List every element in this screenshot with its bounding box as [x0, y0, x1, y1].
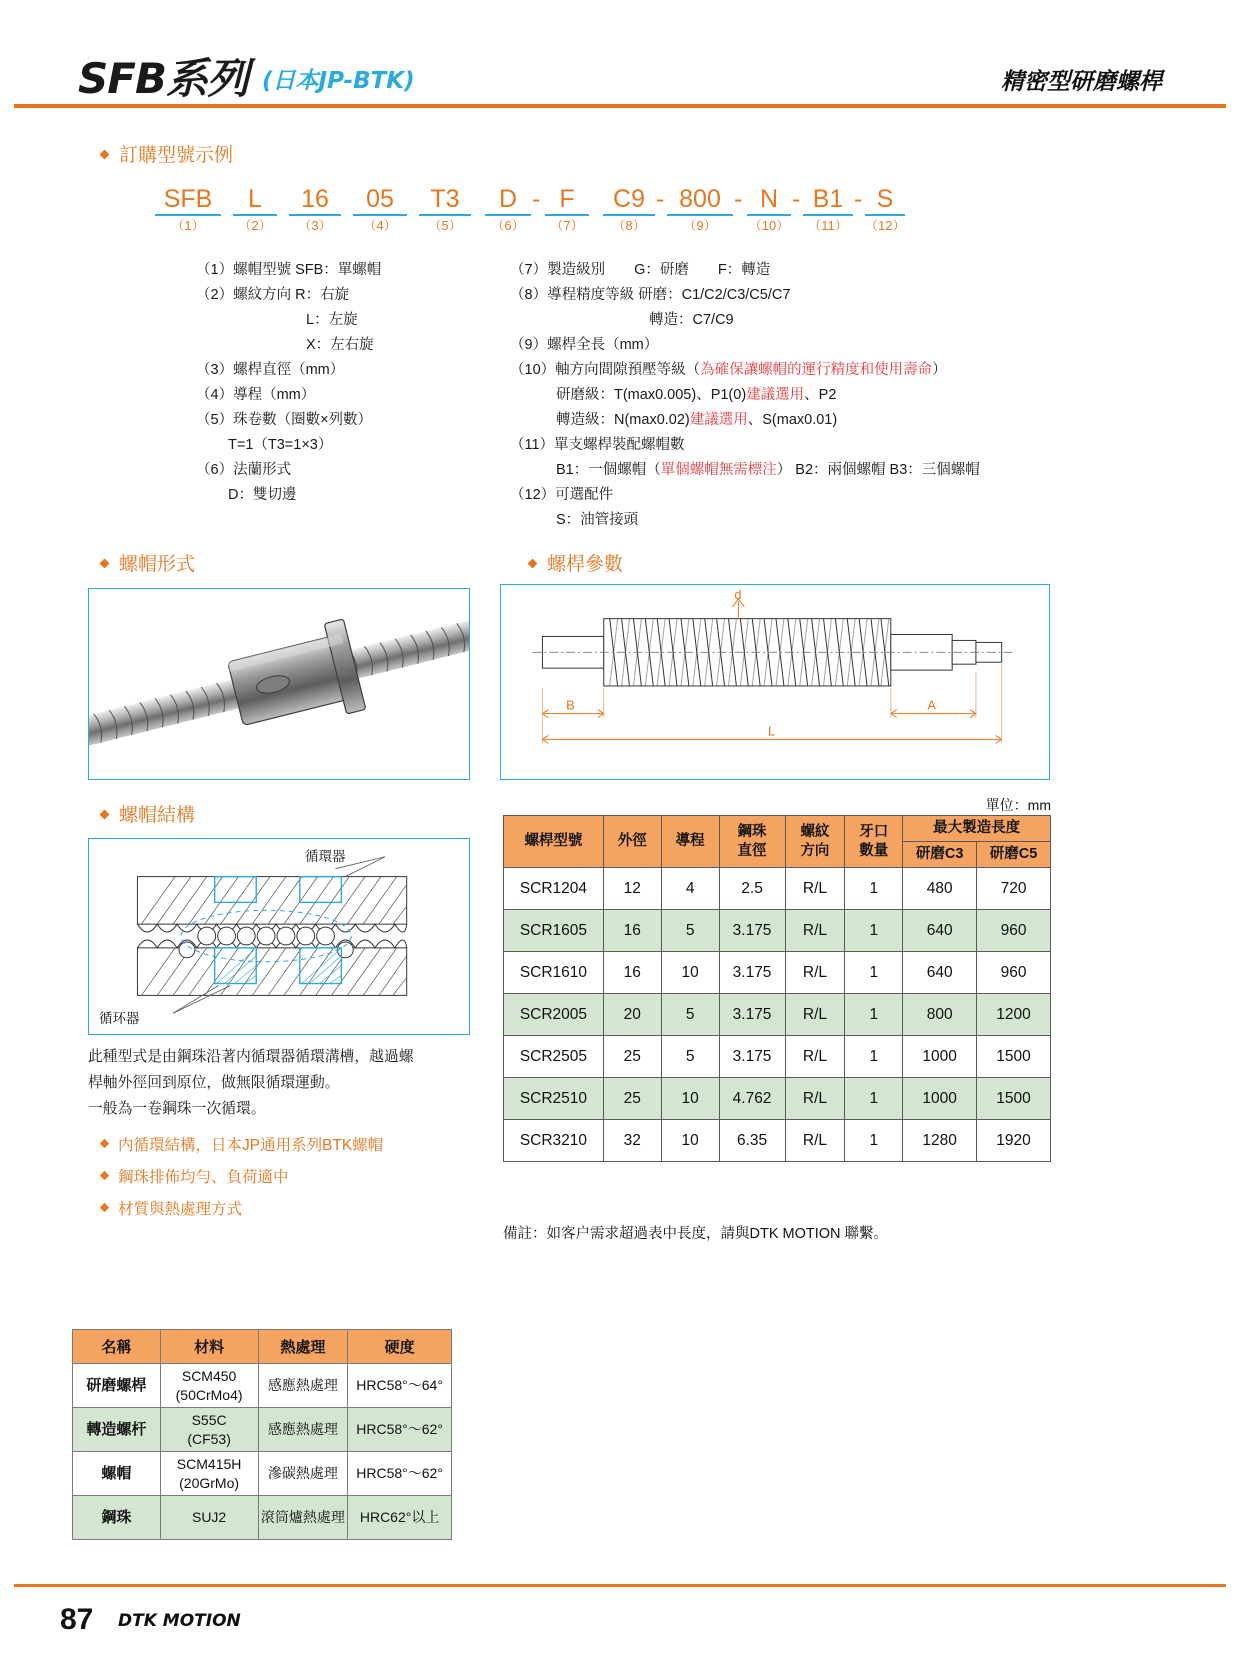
cell-max-length-c3: 640 [903, 952, 977, 994]
table-row [73, 1452, 452, 1496]
order-code-dash: - [792, 185, 801, 213]
table-row [504, 910, 1051, 952]
order-code-segment-9 [667, 185, 733, 236]
col-thread-dir: 螺紋 方向 [785, 816, 845, 868]
cell-model: SCR2005 [504, 994, 604, 1036]
cell-part-name: 研磨螺桿 [73, 1364, 161, 1408]
col-material: 材料 [160, 1330, 258, 1364]
cell-max-length-c5: 1200 [977, 994, 1051, 1036]
table-row [504, 952, 1051, 994]
spec-table-unit-label: 單位：mm [985, 797, 1051, 813]
table-row [73, 1364, 452, 1408]
diamond-bullet-icon [100, 810, 110, 820]
cell-outer-dia: 12 [603, 868, 661, 910]
order-code-value: T3 [430, 185, 460, 213]
screw-diagram-illustration [501, 585, 1049, 779]
cell-model: SCR2510 [504, 1078, 604, 1120]
diamond-bullet-icon [100, 559, 110, 569]
cell-max-length-c3: 1000 [903, 1036, 977, 1078]
order-code-value: SFB [163, 185, 213, 213]
col-max-length-group: 最大製造長度 [903, 816, 1051, 842]
spec-item: X：左右旋 [306, 337, 374, 353]
cell-max-length-c3: 1280 [903, 1120, 977, 1162]
order-code-dash: - [532, 185, 541, 213]
cell-outer-dia: 16 [603, 910, 661, 952]
cell-lead: 10 [661, 1078, 719, 1120]
cell-ball-dia: 3.175 [719, 994, 785, 1036]
cell-circuits: 1 [845, 910, 903, 952]
table-row [504, 1078, 1051, 1120]
order-code-index: （9） [683, 218, 717, 233]
col-max-length-c5: 研磨C5 [977, 842, 1051, 868]
cell-model: SCR1605 [504, 910, 604, 952]
structure-description-line: 此種型式是由鋼珠沿著内循環器循環溝槽，越過螺 [88, 1049, 414, 1065]
page-subtitle: (日本JP-BTK) [262, 68, 415, 94]
order-code-segment-8 [603, 185, 655, 236]
screw-dimension-diagram [500, 584, 1050, 780]
diamond-bullet-icon [100, 1203, 109, 1212]
brand-name: DTK MOTION [118, 1611, 241, 1631]
spec-item: 轉造：C7/C9 [649, 312, 734, 328]
cell-lead: 5 [661, 910, 719, 952]
col-circuits: 牙口 數量 [845, 816, 903, 868]
cell-max-length-c5: 720 [977, 868, 1051, 910]
order-code-index: （11） [808, 218, 848, 233]
nut-structure-diagram [88, 838, 470, 1035]
cell-ball-dia: 6.35 [719, 1120, 785, 1162]
section-heading-screw-params: 螺桿參數 [528, 549, 623, 576]
col-lead: 導程 [661, 816, 719, 868]
order-code-value: L [248, 185, 262, 213]
cell-hardness: HRC62°以上 [348, 1496, 452, 1540]
diamond-bullet-icon [528, 559, 538, 569]
header-right-label: 精密型研磨螺桿 [1001, 69, 1162, 95]
cell-part-name: 轉造螺杆 [73, 1408, 161, 1452]
diamond-bullet-icon [100, 1139, 109, 1148]
cell-material: SCM450 (50CrMo4) [160, 1364, 258, 1408]
spec-item: T=1（T3=1×3） [228, 437, 333, 453]
cell-circuits: 1 [845, 868, 903, 910]
order-code-segment-10 [747, 185, 791, 236]
structure-description [88, 1044, 488, 1122]
order-code-dash: - [854, 185, 863, 213]
col-hardness: 硬度 [348, 1330, 452, 1364]
cell-part-name: 鋼珠 [73, 1496, 161, 1540]
nut-photo-illustration [89, 589, 469, 779]
order-code-segment-2 [233, 185, 277, 236]
cell-outer-dia: 25 [603, 1078, 661, 1120]
spec-item: （9）螺桿全長（mm） [510, 337, 659, 353]
feature-bullet-material: 材質與熱處理方式 [100, 1197, 242, 1219]
cell-outer-dia: 16 [603, 952, 661, 994]
order-code-index: （1） [171, 218, 205, 233]
table-row [73, 1408, 452, 1452]
cell-model: SCR1610 [504, 952, 604, 994]
spec-item: S：油管接頭 [556, 512, 639, 528]
cell-lead: 5 [661, 1036, 719, 1078]
order-code-segment-3 [289, 185, 341, 236]
spec-table-head [504, 816, 1051, 868]
structure-description-line: 一般為一卷鋼珠一次循環。 [88, 1101, 266, 1117]
cell-thread-dir: R/L [785, 1036, 845, 1078]
spec-item: 研磨級：T(max0.005)、P1(0)建議選用、P2 [556, 387, 837, 403]
spec-item: （11）單支螺桿裝配螺帽數 [510, 437, 685, 453]
spec-item: （1）螺帽型號 SFB：單螺帽 [196, 262, 382, 278]
spec-item: 轉造級：N(max0.02)建議選用、S(max0.01) [556, 412, 838, 428]
order-code-index: （10） [748, 218, 790, 233]
spec-note-highlight: 建議選用 [689, 412, 748, 428]
page-title: SFB系列 [78, 54, 248, 103]
order-code-value: D [498, 185, 518, 213]
order-code-index: （3） [298, 218, 332, 233]
table-row [504, 868, 1051, 910]
order-code-value: 16 [301, 185, 329, 213]
spec-item: （3）螺桿直徑（mm） [196, 362, 345, 378]
cell-circuits: 1 [845, 1078, 903, 1120]
cell-model: SCR3210 [504, 1120, 604, 1162]
cell-material: SCM415H (20GrMo) [160, 1452, 258, 1496]
cell-outer-dia: 20 [603, 994, 661, 1036]
material-table-header-row [73, 1330, 452, 1364]
material-heat-treatment-table [72, 1329, 452, 1540]
spec-item: B1：一個螺帽（單個螺帽無需標注） B2：兩個螺帽 B3：三個螺帽 [556, 462, 980, 478]
col-outer-dia: 外徑 [603, 816, 661, 868]
table-row [504, 1120, 1051, 1162]
cell-hardness: HRC58°～62° [348, 1408, 452, 1452]
table-row [73, 1496, 452, 1540]
footer-divider [14, 1584, 1226, 1587]
cell-thread-dir: R/L [785, 868, 845, 910]
cell-max-length-c5: 1500 [977, 1078, 1051, 1120]
header-divider [14, 104, 1226, 108]
order-code-value: B1 [812, 185, 844, 213]
page-number: 87 [60, 1603, 94, 1636]
cell-thread-dir: R/L [785, 1120, 845, 1162]
diamond-bullet-icon [100, 150, 110, 160]
spec-note-highlight: 建議選用 [746, 387, 805, 403]
cell-ball-dia: 3.175 [719, 910, 785, 952]
cell-ball-dia: 4.762 [719, 1078, 785, 1120]
cell-thread-dir: R/L [785, 952, 845, 994]
structure-description-line: 桿軸外徑回到原位，做無限循環運動。 [88, 1075, 340, 1091]
cell-circuits: 1 [845, 952, 903, 994]
order-code-segment-4 [353, 185, 407, 236]
cell-thread-dir: R/L [785, 994, 845, 1036]
page-header [0, 0, 1240, 112]
cell-material: S55C (CF53) [160, 1408, 258, 1452]
diagram-label-d: d [734, 586, 742, 602]
spec-table-note: 備註：如客户需求超過表中長度，請與DTK MOTION 聯繫。 [503, 1226, 889, 1242]
screw-spec-table [503, 815, 1051, 1162]
order-code-segment-5 [419, 185, 471, 236]
section-heading-nut-structure: 螺帽結構 [100, 800, 195, 827]
spec-item: （10）軸方向間隙預壓等級（為確保讓螺帽的運行精度和使用壽命） [510, 362, 947, 378]
order-code-value: N [759, 185, 779, 213]
order-code-value: 800 [679, 185, 721, 213]
cell-max-length-c5: 960 [977, 952, 1051, 994]
feature-bullet-ball-layout: 鋼珠排佈均勻、負荷適中 [100, 1165, 289, 1187]
spec-item: （2）螺紋方向 R：右旋 [196, 287, 350, 303]
order-code-segment-1 [155, 185, 221, 236]
cell-thread-dir: R/L [785, 910, 845, 952]
cell-outer-dia: 32 [603, 1120, 661, 1162]
col-ball-dia: 鋼珠 直徑 [719, 816, 785, 868]
struct-label-top: 循環器 [305, 849, 346, 864]
cell-heat-treatment: 滲碳熱處理 [258, 1452, 348, 1496]
cell-circuits: 1 [845, 1120, 903, 1162]
order-code-value: C9 [613, 185, 645, 213]
spec-item: （6）法蘭形式 [196, 462, 292, 478]
cell-material: SUJ2 [160, 1496, 258, 1540]
table-row [504, 1036, 1051, 1078]
order-code-index: （6） [491, 218, 525, 233]
cell-lead: 10 [661, 952, 719, 994]
cell-max-length-c3: 640 [903, 910, 977, 952]
col-name: 名稱 [73, 1330, 161, 1364]
order-code-dash: - [734, 185, 743, 213]
diagram-label-A: A [927, 697, 937, 713]
spec-table-header-row [504, 816, 1051, 842]
spec-item: （5）珠卷數（圈數×列數） [196, 412, 373, 428]
order-code-value: S [876, 185, 894, 213]
spec-item: （7）製造級別 G：研磨 F：轉造 [510, 262, 771, 278]
order-code-index: （5） [428, 218, 462, 233]
cell-lead: 10 [661, 1120, 719, 1162]
order-code-index: （8） [612, 218, 646, 233]
col-max-length-c3: 研磨C3 [903, 842, 977, 868]
nut-structure-illustration [89, 839, 469, 1034]
cell-max-length-c5: 1920 [977, 1120, 1051, 1162]
cell-max-length-c3: 800 [903, 994, 977, 1036]
cell-lead: 4 [661, 868, 719, 910]
material-table-head [73, 1330, 452, 1364]
cell-model: SCR2505 [504, 1036, 604, 1078]
spec-note-highlight: 為確保讓螺帽的運行精度和使用壽命 [700, 362, 933, 378]
cell-circuits: 1 [845, 1036, 903, 1078]
diagram-label-L: L [768, 723, 776, 739]
cell-heat-treatment: 感應熱處理 [258, 1364, 348, 1408]
cell-ball-dia: 2.5 [719, 868, 785, 910]
spec-list-right [510, 258, 980, 533]
cell-model: SCR1204 [504, 868, 604, 910]
diamond-bullet-icon [100, 1171, 109, 1180]
diagram-label-B: B [566, 697, 575, 713]
cell-max-length-c3: 1000 [903, 1078, 977, 1120]
cell-max-length-c5: 960 [977, 910, 1051, 952]
cell-thread-dir: R/L [785, 1078, 845, 1120]
order-code-value: F [559, 185, 575, 213]
order-code-diagram [155, 185, 925, 245]
order-code-index: （12） [865, 218, 906, 233]
material-table-body [73, 1364, 452, 1540]
cell-lead: 5 [661, 994, 719, 1036]
col-heat-treatment: 熱處理 [258, 1330, 348, 1364]
section-heading-order-example: 訂購型號示例 [100, 140, 233, 167]
cell-part-name: 螺帽 [73, 1452, 161, 1496]
cell-max-length-c5: 1500 [977, 1036, 1051, 1078]
order-code-index: （4） [363, 218, 397, 233]
table-row [504, 994, 1051, 1036]
order-code-segment-11 [803, 185, 853, 236]
spec-table-body [504, 868, 1051, 1162]
cell-ball-dia: 3.175 [719, 952, 785, 994]
order-code-value: 05 [366, 185, 394, 213]
spec-item: D：雙切邊 [228, 487, 297, 503]
feature-bullet-circulation: 内循環結構，日本JP通用系列BTK螺帽 [100, 1133, 383, 1155]
order-code-index: （2） [238, 218, 272, 233]
cell-hardness: HRC58°～64° [348, 1364, 452, 1408]
order-code-segment-6 [485, 185, 531, 236]
order-code-index: （7） [550, 218, 584, 233]
order-code-dash: - [656, 185, 665, 213]
section-heading-nut-form: 螺帽形式 [100, 549, 195, 576]
col-model: 螺桿型號 [504, 816, 604, 868]
cell-heat-treatment: 滾筒爐熱處理 [258, 1496, 348, 1540]
cell-hardness: HRC58°～62° [348, 1452, 452, 1496]
order-code-segment-12 [865, 185, 905, 236]
cell-max-length-c3: 480 [903, 868, 977, 910]
ball-screw-nut-photo [88, 588, 470, 780]
cell-ball-dia: 3.175 [719, 1036, 785, 1078]
spec-item: （4）導程（mm） [196, 387, 316, 403]
spec-list-left [196, 258, 381, 508]
spec-item: （12）可選配件 [510, 487, 614, 503]
cell-heat-treatment: 感應熱處理 [258, 1408, 348, 1452]
cell-circuits: 1 [845, 994, 903, 1036]
order-code-segment-7 [545, 185, 589, 236]
spec-note-highlight: 單個螺帽無需標注 [660, 462, 777, 478]
spec-item: （8）導程精度等級 研磨：C1/C2/C3/C5/C7 [510, 287, 791, 303]
cell-outer-dia: 25 [603, 1036, 661, 1078]
struct-label-bottom: 循环器 [99, 1011, 140, 1026]
spec-item: L：左旋 [306, 312, 358, 328]
